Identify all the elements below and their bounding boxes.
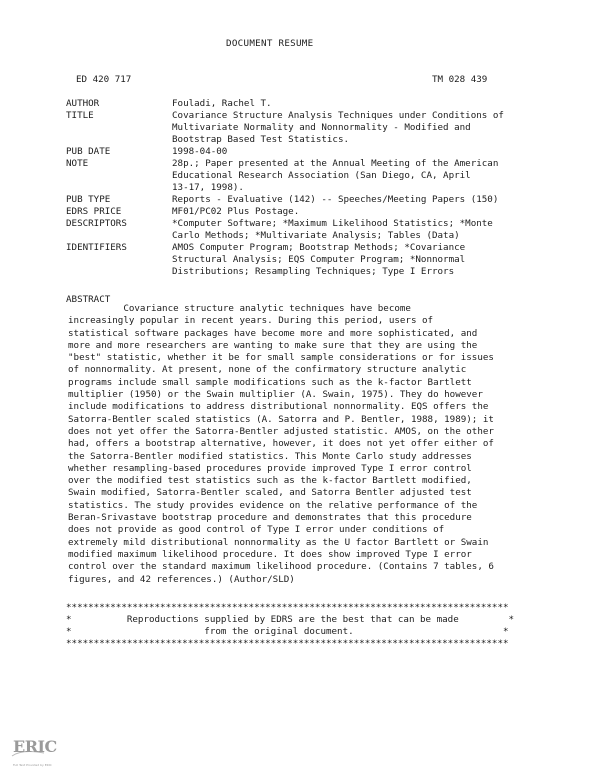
abstract-line: increasingly popular in recent years. During this period, users of — [68, 315, 434, 327]
reproduction-notice-2: * from the original document. * — [66, 626, 509, 637]
abstract-line: whether resampling-based procedures provide improved Type I error control — [68, 462, 472, 474]
field-label: NOTE — [66, 158, 89, 169]
field-label: DESCRIPTORS — [66, 218, 127, 229]
field-value: Bootstrap Based Test Statistics. — [172, 134, 350, 145]
tm-number: TM 028 439 — [432, 74, 488, 85]
field-label: TITLE — [66, 110, 94, 121]
field-label: IDENTIFIERS — [66, 242, 127, 253]
field-value: AMOS Computer Program; Bootstrap Methods; *Covariance — [172, 242, 466, 253]
field-value: Distributions; Resampling Techniques; Type I Errors — [172, 266, 455, 277]
abstract-line: programs include small sample modifications such as the k-factor Bartlett — [68, 376, 472, 388]
field-label: EDRS PRICE — [66, 206, 122, 217]
field-value: 1998-04-00 — [172, 146, 228, 157]
reproduction-notice: * Reproductions supplied by EDRS are the best that can be made * — [66, 614, 515, 625]
abstract-line: of nonnormality. At present, none of the confirmatory structure analytic — [68, 364, 467, 376]
field-value: 28p.; Paper presented at the Annual Meeting of the American — [172, 158, 499, 169]
abstract-line: does not yet offer the Satorra-Bentler adjusted statistic. AMOS, on the other — [68, 425, 494, 437]
abstract-line: figures, and 42 references.) (Author/SLD) — [68, 573, 295, 585]
abstract-line: had, offers a bootstrap alternative, however, it does not yet offer either of — [68, 438, 494, 450]
field-value: *Computer Software; *Maximum Likelihood Statistics; *Monte — [172, 218, 493, 229]
eric-logo — [10, 737, 57, 767]
field-value: Carlo Methods; *Multivariate Analysis; Tables (Data) — [172, 230, 460, 241]
field-label: PUB TYPE — [66, 194, 111, 205]
field-value: Multivariate Normality and Nonnormality - Modified and — [172, 122, 471, 133]
eric-logo-subtext: Full Text Provided by ERIC — [13, 763, 52, 767]
field-value: MF01/PC02 Plus Postage. — [172, 206, 300, 217]
abstract-line: does not provide as good control of Type I error under conditions of — [68, 524, 445, 536]
eric-logo-text: ERIC — [13, 737, 57, 756]
field-label: AUTHOR — [66, 98, 100, 109]
field-value: Educational Research Association (San Diego, CA, April — [172, 170, 471, 181]
abstract-line: include modifications to address distributional nonnormality. EQS offers the — [68, 401, 489, 413]
abstract-line: Satorra-Bentler scaled statistics (A. Satorra and P. Bentler, 1988, 1989); it — [68, 413, 494, 425]
field-label: PUB DATE — [66, 146, 111, 157]
field-value: Structural Analysis; EQS Computer Program; *Nonnormal — [172, 254, 466, 265]
abstract-line: over the modified test statistics such as the k-factor Bartlett modified, — [68, 475, 472, 487]
abstract-line: multiplier (1950) or the Swain multiplier (A. Swain, 1975). They do however — [68, 389, 483, 401]
abstract-body — [68, 303, 494, 586]
abstract-label: ABSTRACT — [66, 294, 111, 305]
abstract-line: control over the standard maximum likelihood procedure. (Contains 7 tables, 6 — [68, 561, 494, 573]
abstract-line: statistical software packages have become more and more sophisticated, and — [68, 327, 478, 339]
abstract-line: extremely mild distributional nonnormality as the U factor Bartlett or Swain — [68, 536, 489, 548]
abstract-line: Beran-Srivastave bootstrap procedure and demonstrates that this procedure — [68, 512, 472, 524]
abstract-line: the Satorra-Bentler modified statistics. This Monte Carlo study addresses — [68, 450, 472, 462]
abstract-line: Covariance structure analytic techniques have become — [68, 303, 411, 314]
field-value: Fouladi, Rachel T. — [172, 98, 272, 109]
field-value: 13-17, 1998). — [172, 182, 244, 193]
doc-number: ED 420 717 — [76, 74, 132, 85]
stars-border-top: ******************************************************************************** — [66, 602, 509, 613]
document-title: DOCUMENT RESUME — [226, 38, 314, 49]
abstract-line: modified maximum likelihood procedure. It does show improved Type I error — [68, 548, 472, 560]
stars-border-bottom: ******************************************************************************** — [66, 638, 509, 649]
field-value: Covariance Structure Analysis Techniques under Conditions of — [172, 110, 504, 121]
abstract-line: more and more researchers are wanting to make sure that they are using the — [68, 339, 478, 351]
abstract-line: "best" statistic, whether it be for small sample considerations or for issues — [68, 352, 494, 364]
field-value: Reports - Evaluative (142) -- Speeches/Meeting Papers (150) — [172, 194, 499, 205]
abstract-line: Swain modified, Satorra-Bentler scaled, and Satorra Bentler adjusted test — [68, 487, 472, 499]
abstract-line: statistics. The study provides evidence on the relative performance of the — [68, 499, 478, 511]
